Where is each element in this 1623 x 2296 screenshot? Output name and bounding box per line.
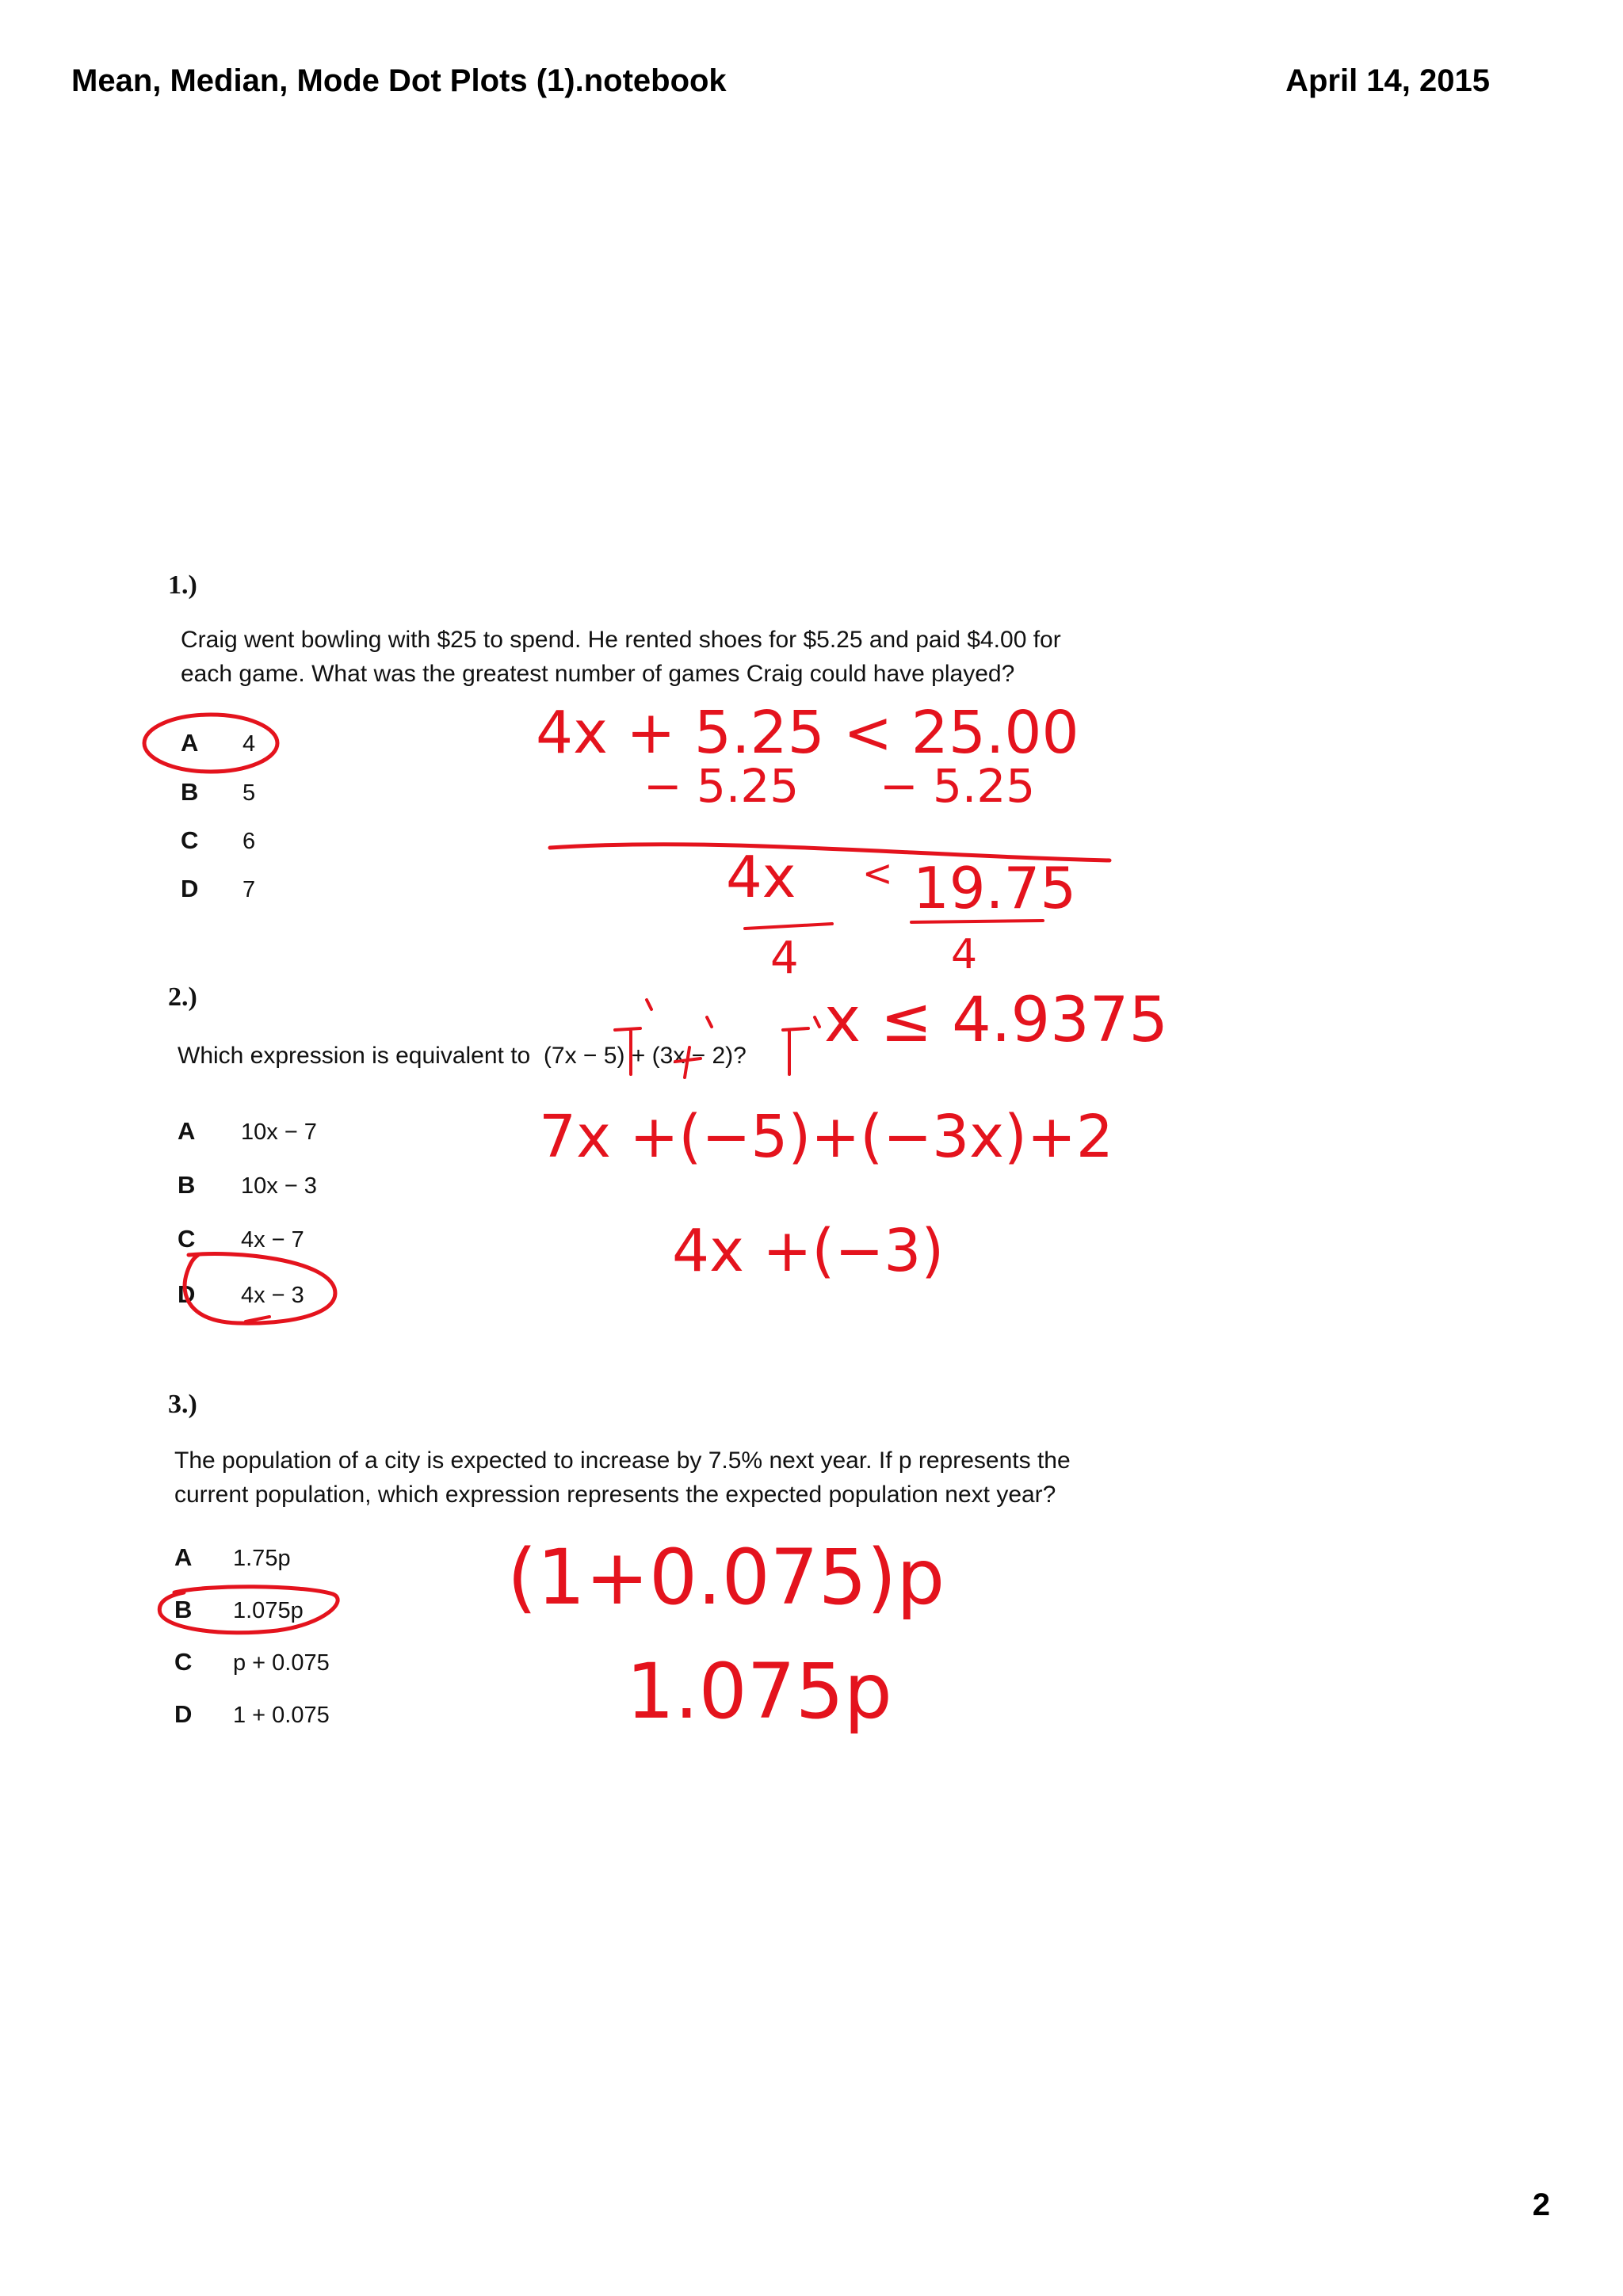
answer-circle-q3 [159, 1587, 338, 1633]
handwriting-q3-line-2: 1.075p [626, 1647, 892, 1736]
option-letter: C [174, 1648, 193, 1676]
handwriting-q1-line-2a: − 5.25 [643, 759, 800, 813]
option-value: 1.075p [233, 1598, 304, 1623]
question-1-stem-line-1: Craig went bowling with $25 to spend. He rented shoes for $5.25 and paid $4.00 for [181, 627, 1061, 653]
question-3-stem-line-1: The population of a city is expected to increase by 7.5% next year. If p represents the [174, 1447, 1071, 1474]
option-letter: C [181, 826, 199, 854]
question-2-number: 2.) [168, 982, 197, 1012]
fraction-bar-right [911, 921, 1043, 922]
document-title: Mean, Median, Mode Dot Plots (1).notebook [71, 63, 727, 98]
document-date: April 14, 2015 [1285, 63, 1490, 98]
option-letter: D [178, 1280, 196, 1308]
option-value: 4 [242, 731, 256, 757]
sign-mark-3 [783, 1028, 808, 1074]
option-value: 10x − 7 [241, 1119, 317, 1145]
handwriting-q1-line-2b: − 5.25 [880, 759, 1036, 813]
option-letter: A [174, 1543, 193, 1571]
option-value: 4x − 7 [241, 1227, 304, 1253]
option-value: p + 0.075 [233, 1650, 330, 1676]
question-1-number: 1.) [168, 570, 197, 600]
sign-mark-2 [675, 1047, 701, 1077]
sign-mark-1 [615, 1028, 640, 1074]
handwriting-q3-line-1: (1+0.075)p [507, 1533, 945, 1622]
option-letter: D [181, 875, 199, 902]
option-value: 1 + 0.075 [233, 1703, 330, 1728]
option-value: 6 [242, 829, 256, 854]
handwriting-q1-denominator-a: 4 [770, 933, 799, 984]
answer-circle-q2 [185, 1254, 335, 1324]
option-letter: A [181, 729, 199, 757]
handwriting-q1-line-1: 4x + 5.25 < 25.00 [536, 699, 1079, 767]
handwriting-q1-denominator-b: 4 [951, 931, 978, 978]
fraction-bar-left [745, 924, 832, 929]
option-letter: B [181, 778, 199, 806]
answer-circle-q1 [144, 715, 277, 772]
handwriting-q1-result: x ≤ 4.9375 [824, 985, 1169, 1056]
option-letter: B [174, 1596, 193, 1623]
answer-circle-q2-tail [246, 1317, 269, 1322]
handwriting-q1-line-3b: 19.75 [913, 855, 1077, 921]
question-3-number: 3.) [168, 1390, 197, 1419]
handwriting-q2-line-2: 4x +(−3) [672, 1217, 945, 1285]
question-2-stem-expression: (7x − 5) + (3x − 2)? [543, 1043, 747, 1069]
option-value: 1.75p [233, 1546, 291, 1571]
question-3-stem-line-2: current population, which expression represents the expected population next year? [174, 1482, 1056, 1508]
page-number: 2 [1532, 2187, 1550, 2222]
question-2-stem-prefix: Which expression is equivalent to [178, 1043, 531, 1069]
option-value: 5 [242, 780, 256, 806]
option-letter: A [178, 1117, 196, 1145]
handwriting-q1-line-3a: 4x [726, 844, 796, 910]
option-value: 10x − 3 [241, 1173, 317, 1199]
sign-tick-marks [647, 1000, 819, 1027]
question-1-stem-line-2: each game. What was the greatest number of games Craig could have played? [181, 661, 1015, 687]
handwriting-q1-line-3-op: < [862, 852, 893, 894]
option-value: 4x − 3 [241, 1283, 304, 1308]
option-letter: D [174, 1700, 193, 1728]
option-value: 7 [242, 877, 256, 902]
option-letter: C [178, 1225, 196, 1253]
option-letter: B [178, 1171, 196, 1199]
handwriting-q2-line-1: 7x +(−5)+(−3x)+2 [539, 1103, 1113, 1171]
